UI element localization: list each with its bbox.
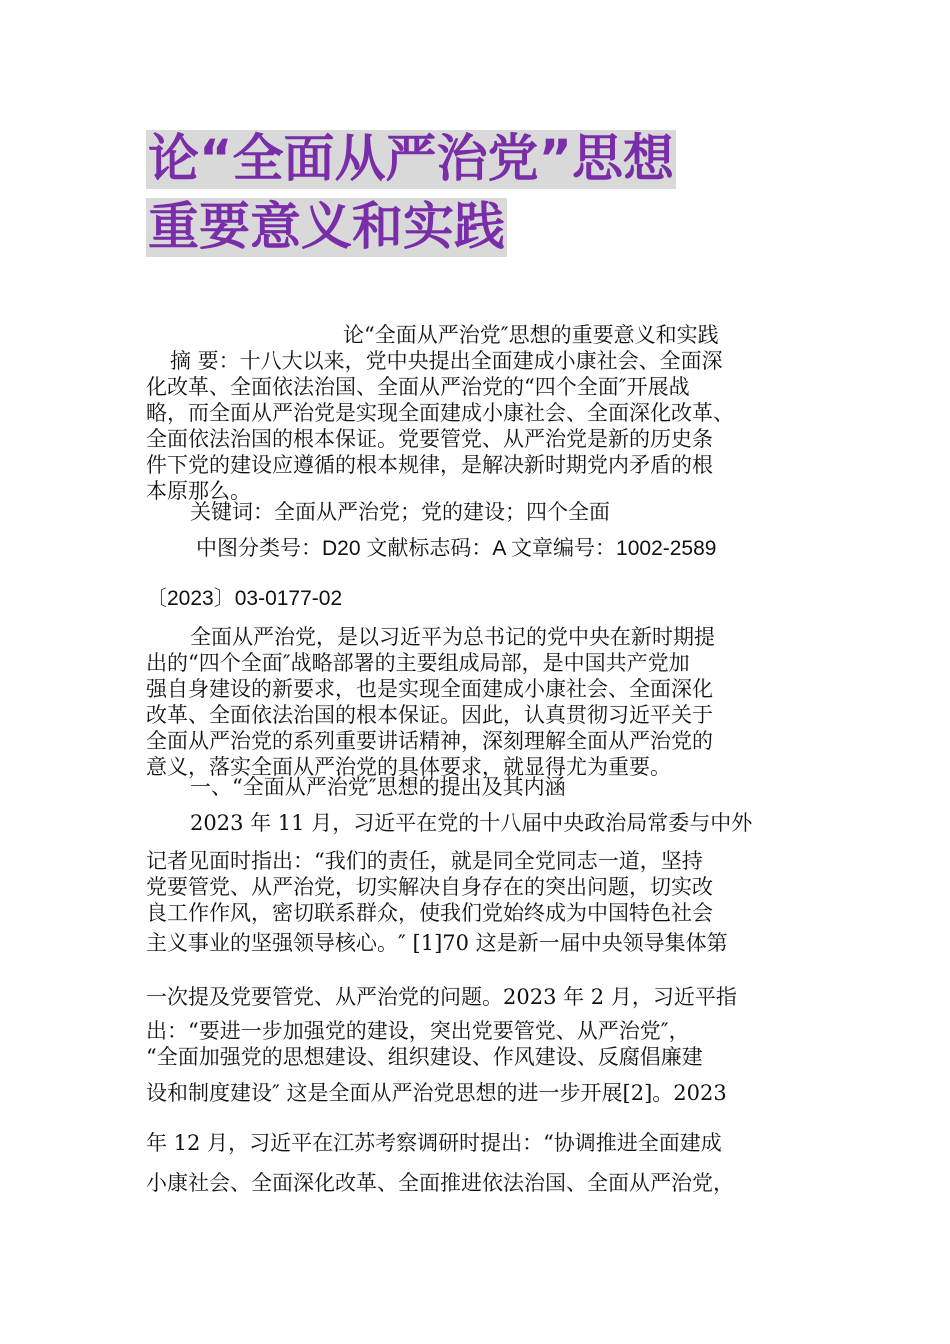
abstract-line: 化改革、全面依法治国、全面从严治党的“四个全面″开展战: [146, 375, 690, 399]
body-line: 一次提及党要管党、从严治党的问题。2023 年 2 月，习近平指: [146, 985, 737, 1009]
body-line: “全面加强党的思想建设、组织建设、作风建设、反腐倡廉建: [146, 1045, 703, 1069]
intro-line: 意义，落实全面从严治党的具体要求，就显得尤为重要。: [146, 755, 671, 779]
body-line: 2023 年 11 月，习近平在党的十八届中央政治局常委与中外: [190, 811, 753, 835]
title-line-1: 论“全面从严治党”思想: [148, 130, 675, 189]
abstract-line: 件下党的建设应遵循的根本规律，是解决新时期党内矛盾的根: [146, 453, 713, 477]
section-heading: 一、“全面从严治党″思想的提出及其内涵: [190, 775, 566, 799]
body-line: 记者见面时指出：“我们的责任，就是同全党同志一道，坚持: [146, 849, 703, 873]
intro-line: 强自身建设的新要求，也是实现全面建成小康社会、全面深化: [146, 677, 713, 701]
body-line: 年 12 月，习近平在江苏考察调研时提出：“协调推进全面建成: [146, 1131, 722, 1155]
subtitle: 论“全面从严治党″思想的重要意义和实践: [343, 323, 719, 347]
body-line: 出：“要进一步加强党的建设，突出党要管党、从严治党″，: [146, 1019, 690, 1043]
intro-line: 全面从严治党，是以习近平为总书记的党中央在新时期提: [190, 625, 715, 649]
abstract-line: 本原那么。: [146, 479, 251, 503]
classification-line: 〔2023〕03-0177-02: [146, 587, 343, 610]
keywords: 关键词：全面从严治党；党的建设；四个全面: [190, 500, 610, 524]
classification-line: 中图分类号：D20 文献标志码：A 文章编号：1002-2589: [196, 537, 717, 560]
intro-line: 改革、全面依法治国的根本保证。因此，认真贯彻习近平关于: [146, 703, 713, 727]
body-line: 党要管党、从严治党，切实解决自身存在的突出问题，切实改: [146, 875, 713, 899]
body-line: 主义事业的坚强领导核心。″ [1]70 这是新一届中央领导集体第: [146, 931, 728, 955]
abstract-line: 全面依法治国的根本保证。党要管党、从严治党是新的历史条: [146, 427, 713, 451]
document-title: [146, 126, 826, 262]
abstract-line: 摘 要：十八大以来，党中央提出全面建成小康社会、全面深: [170, 349, 723, 373]
title-line-2: 重要意义和实践: [148, 198, 506, 257]
body-line: 良工作作风，密切联系群众，使我们党始终成为中国特色社会: [146, 901, 713, 925]
body-line: 小康社会、全面深化改革、全面推进依法治国、全面从严治党，: [146, 1171, 734, 1195]
intro-line: 出的“四个全面″战略部署的主要组成局部，是中国共产党加: [146, 651, 690, 675]
intro-line: 全面从严治党的系列重要讲话精神，深刻理解全面从严治党的: [146, 729, 713, 753]
abstract-line: 略，而全面从严治党是实现全面建成小康社会、全面深化改革、: [146, 401, 734, 425]
body-line: 设和制度建设″ 这是全面从严治党思想的进一步开展[2]。2023: [146, 1081, 727, 1105]
